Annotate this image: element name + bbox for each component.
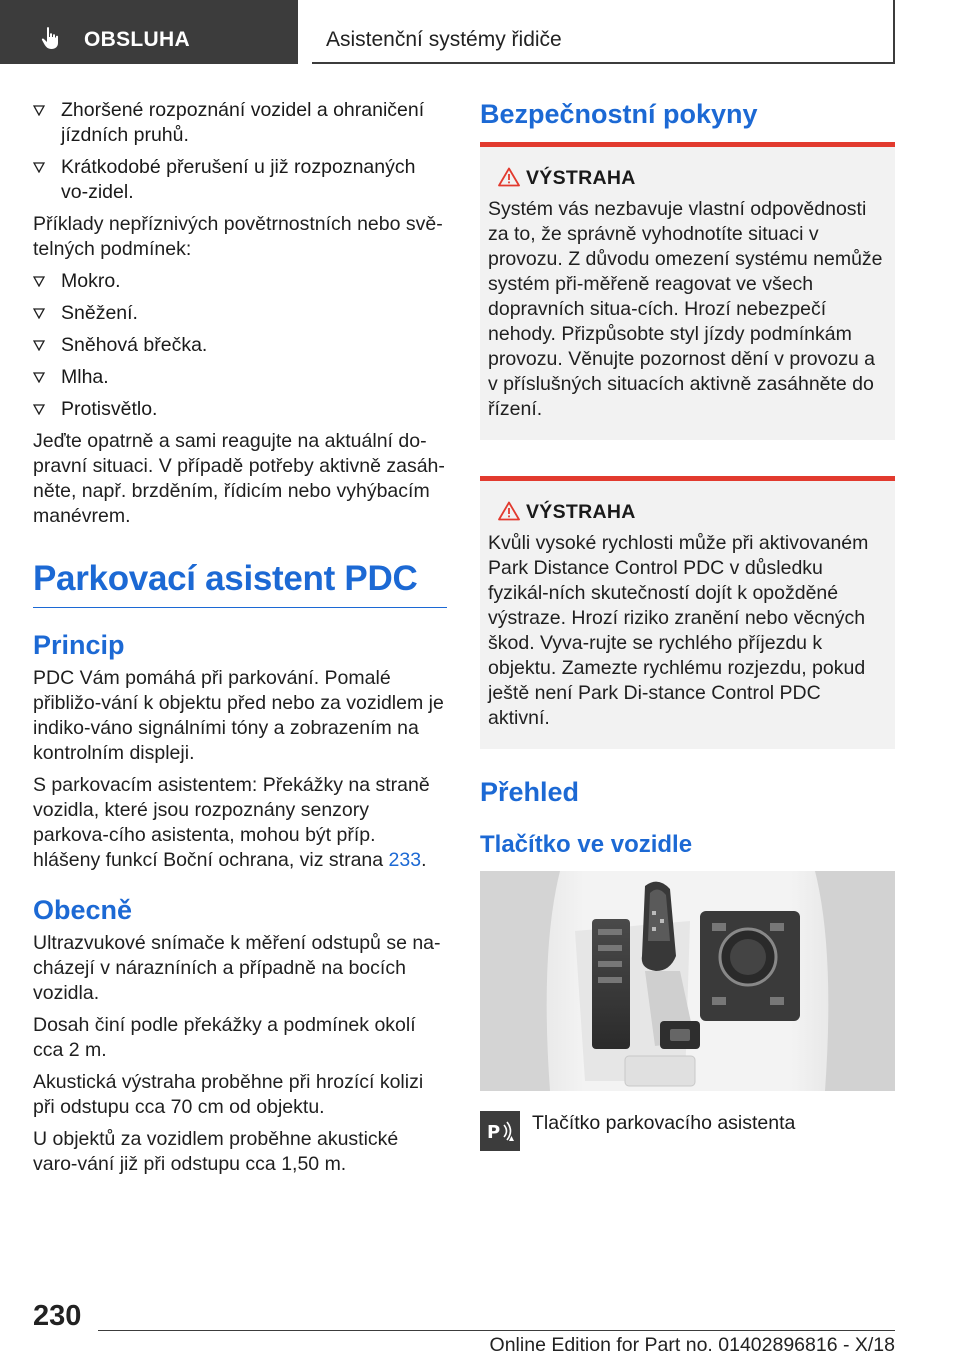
warning-box: [480, 476, 895, 749]
assistant-text-body: S parkovacím asistentem: Překážky na straně vozidla, které jsou rozpoznány senzory parkova‐cího asistenta, mohou být příp. hlášeny funkcí Boční ochrana, viz strana: [33, 774, 430, 871]
hand-pointer-icon: [40, 26, 62, 50]
list-item-text: Sněhová břečka.: [61, 334, 208, 356]
list-item-text: Krátkodobé přerušení u již rozpoznaných vo‐zidel.: [61, 156, 416, 203]
photo-caption: [480, 1107, 895, 1151]
warning-text: Kvůli vysoké rychlosti může při aktivovaném Park Distance Control PDC v důsledku fyzikál‐ních skutečností dojít k opožděné výstraze. Hrozí riziko zranění nebo věcných škod. Vyva‐rujte se rychlého příjezdu k objektu. Zamezte rychlému rozjezdu, pokud ještě není Park Di‐stance Control PDC aktivní.: [488, 532, 869, 729]
warning-triangle-icon: [498, 167, 520, 187]
header-section-tab: [0, 0, 298, 64]
warning-heading: [488, 165, 885, 191]
list-item: [33, 269, 447, 294]
list-item: [33, 333, 447, 358]
warning-heading-text: VÝSTRAHA: [526, 501, 636, 523]
general-para: Akustická výstraha proběhne při hrozící kolizi při odstupu cca 70 cm od objektu.: [33, 1071, 424, 1118]
overview-title: Přehled: [480, 777, 580, 807]
triangle-bullet-icon: [33, 340, 45, 351]
list-item: [33, 365, 447, 390]
svg-text:P: P: [487, 1122, 501, 1143]
list-item-text: Mlha.: [61, 366, 109, 388]
triangle-bullet-icon: [33, 308, 45, 319]
triangle-bullet-icon: [33, 372, 45, 383]
weather-intro: Příklady nepříznivých povětrnostních nebo svě‐telných podmínek:: [33, 213, 443, 260]
left-column: [33, 98, 447, 1184]
triangle-bullet-icon: [33, 162, 45, 173]
general-para: U objektů za vozidlem proběhne akustické varo‐vání již při odstupu cca 1,50 m.: [33, 1128, 399, 1175]
list-item: [33, 397, 447, 422]
list-item-text: Zhoršené rozpoznání vozidel a ohraničení jízdních pruhů.: [61, 99, 425, 146]
chapter-title: Asistenční systémy řidiče: [326, 28, 562, 51]
warning-triangle-icon: [498, 501, 520, 521]
safety-title: Bezpečnostní pokyny: [480, 98, 895, 147]
list-item: [33, 301, 447, 326]
right-column: [480, 98, 895, 1151]
warning-text: Systém vás nezbavuje vlastní odpovědnosti za to, že správně vyhodnotíte situaci v provozu. Z důvodu omezení systému nemůže systém při‐měřeně reagovat ve všech dopravních situa‐cích. Hrozí nebezpečí nehody. Přizpůsobte styl jízdy podmínkám provozu. Věnujte pozornost dění v provozu a v příslušných situacích aktivně zasáhněte do řízení.: [488, 198, 883, 420]
principle-text: PDC Vám pomáhá při parkování. Pomalé přibližo‐vání k objektu před nebo za vozidlem je indiko‐váno signálními tóny a zobrazením na kontrolním displeji.: [33, 667, 444, 764]
warning-heading-text: VÝSTRAHA: [526, 167, 636, 189]
parking-sensor-icon: [480, 1111, 520, 1151]
list-item: [33, 98, 447, 148]
page-number: 230: [33, 1300, 82, 1332]
button-title: Tlačítko ve vozidle: [480, 831, 693, 858]
list-item-text: Protisvětlo.: [61, 398, 158, 420]
drive-note: Jeďte opatrně a sami reagujte na aktuální do‐pravní situaci. V případě potřeby aktivně zasáh‐něte, např. brzděním, řídicím nebo vyhýbacím manévrem.: [33, 430, 445, 527]
list-item-text: Sněžení.: [61, 302, 138, 324]
triangle-bullet-icon: [33, 276, 45, 287]
assistant-text: [33, 773, 447, 873]
caption-text: Tlačítko parkovacího asistenta: [532, 1112, 796, 1134]
footer-divider: [98, 1330, 895, 1331]
section-label: OBSLUHA: [84, 28, 190, 51]
page-link[interactable]: 233: [388, 849, 422, 871]
list-item: [33, 155, 447, 205]
general-para: Dosah činí podle překážky a podmínek okolí cca 2 m.: [33, 1014, 416, 1061]
center-console-illustration: [480, 871, 895, 1091]
edition-label: Online Edition for Part no. 01402896816 - X/18: [489, 1334, 895, 1356]
general-title: Obecně: [33, 895, 133, 925]
header-chapter-bar: [312, 0, 895, 64]
pdc-title: Parkovací asistent PDC: [33, 559, 447, 608]
general-para: Ultrazvukové snímače k měření odstupů se na‐cházejí v nárazníních a případně na bocích vozidla.: [33, 932, 441, 1004]
assistant-text-end: .: [421, 849, 427, 871]
triangle-bullet-icon: [33, 105, 45, 116]
list-item-text: Mokro.: [61, 270, 121, 292]
warning-heading: [488, 499, 885, 525]
triangle-bullet-icon: [33, 404, 45, 415]
warning-box: [480, 147, 895, 440]
center-console-photo: [480, 871, 895, 1091]
principle-title: Princip: [33, 630, 125, 660]
